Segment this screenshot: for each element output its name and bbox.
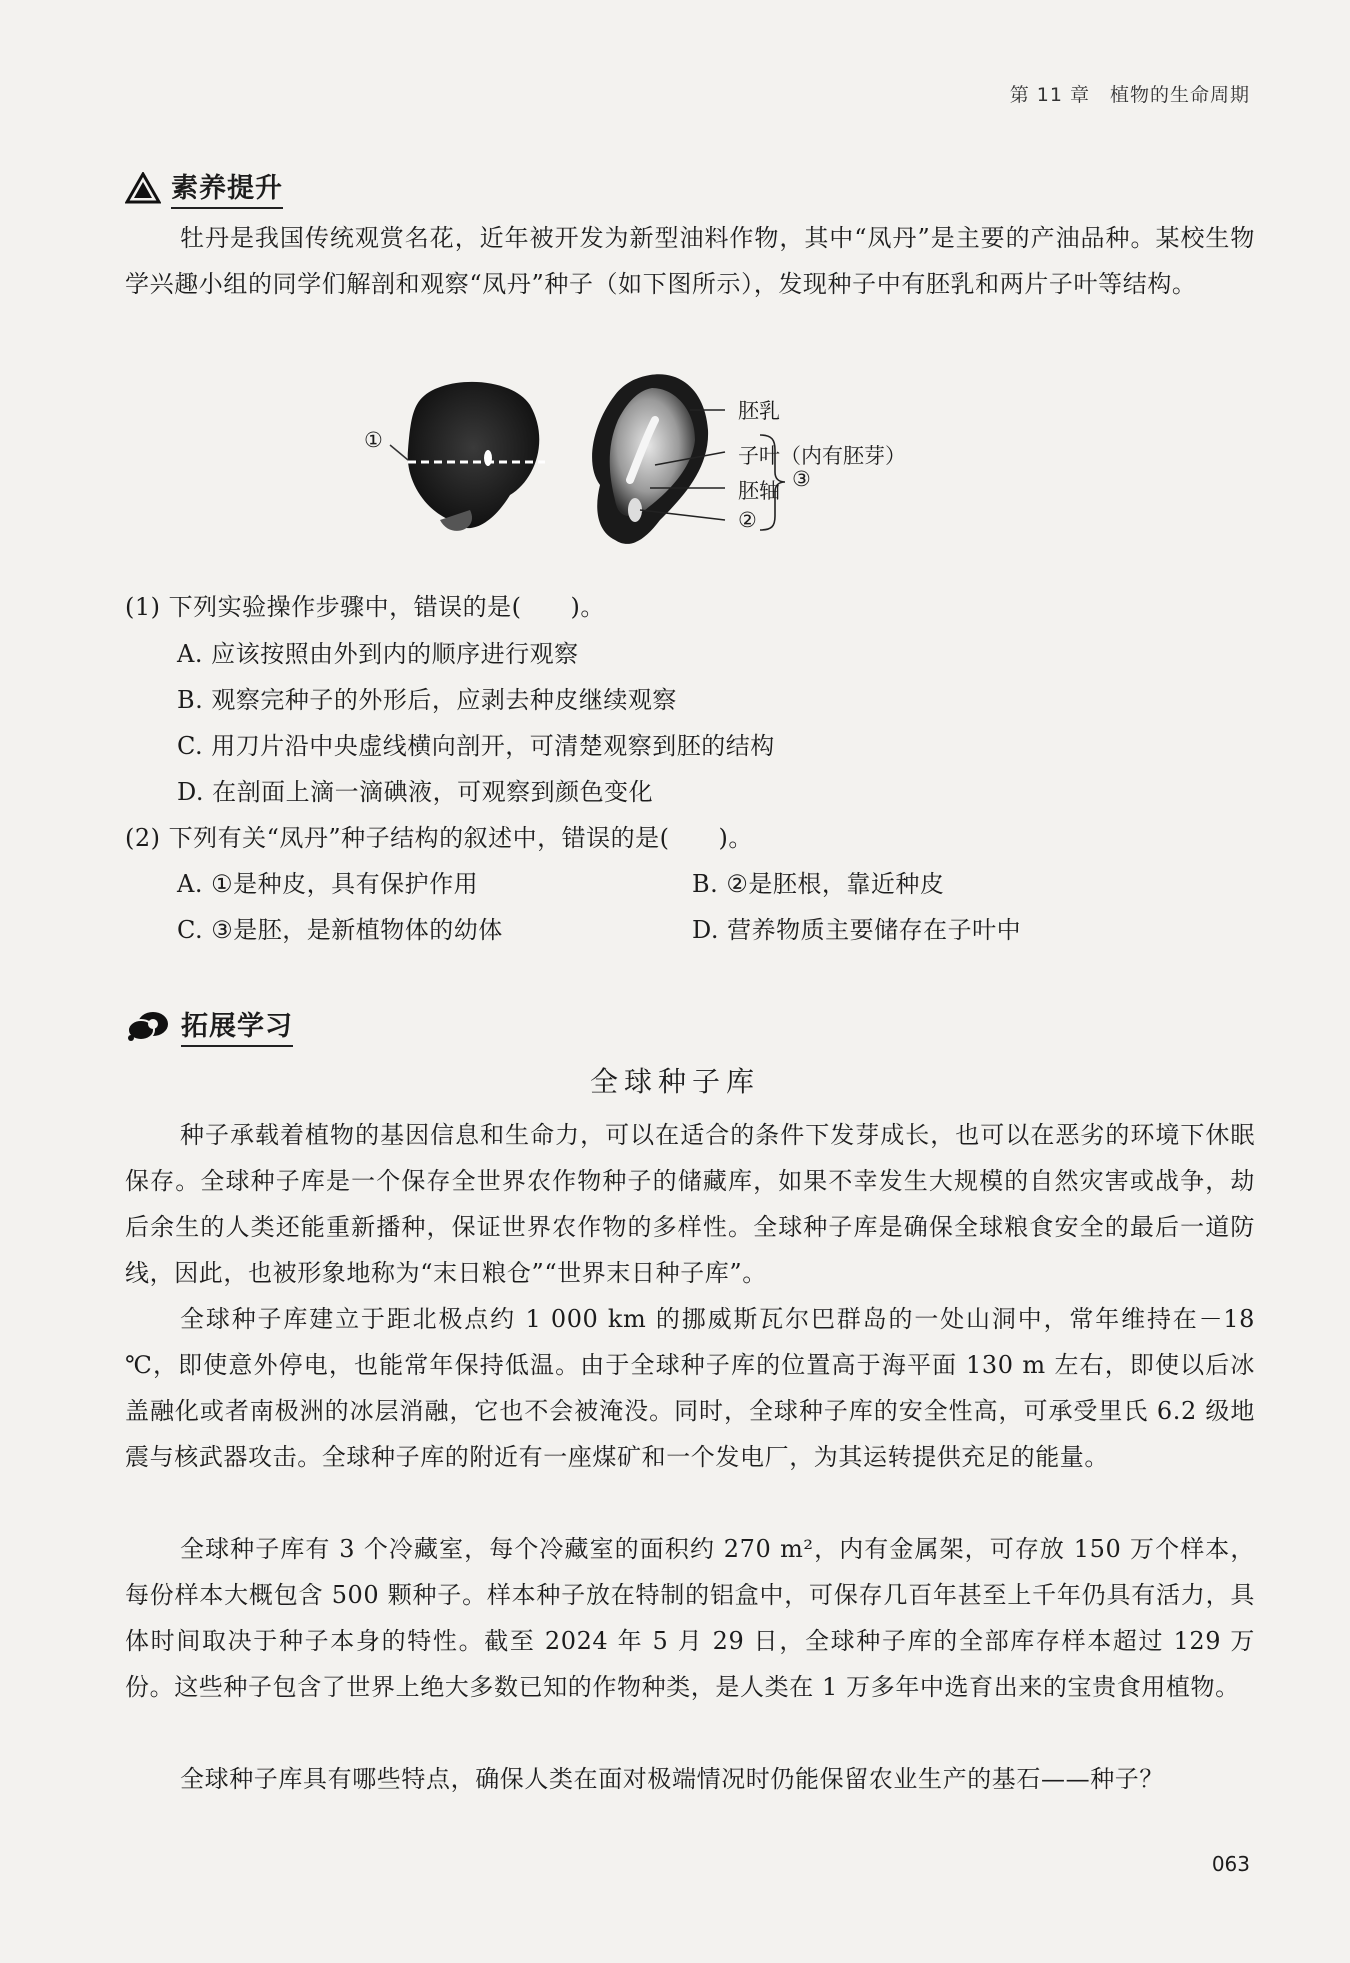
page-number: 063: [1211, 1852, 1250, 1876]
q2-option-d: D. 营养物质主要储存在子叶中: [692, 916, 1022, 944]
label-hypocotyl: 胚轴: [738, 479, 780, 503]
q1-option-a: A. 应该按照由外到内的顺序进行观察: [177, 640, 579, 668]
article-paragraph-3: 全球种子库有 3 个冷藏室，每个冷藏室的面积约 270 m²，内有金属架，可存放 150 万个样本，每份样本大概包含 500 颗种子。样本种子放在特制的铝盒中，可保存几百年甚至上千年仍具有活力，具体时间取决于种子本身的特性。截至 2024 年 5 月 29 日，全球种子库的全部库存样本超过 129 万份。这些种子包含了世界上绝大多数已知的作物种类，是人类在 1 万多年中选育出来的宝贵食用植物。: [125, 1535, 1255, 1701]
question-2-stem: (2) 下列有关“凤丹”种子结构的叙述中，错误的是( )。: [125, 824, 753, 852]
label-cotyledon: 子叶（内有胚芽）: [738, 444, 906, 468]
section-heading-literacy: [125, 166, 283, 209]
question-1-stem: (1) 下列实验操作步骤中，错误的是( )。: [125, 593, 605, 621]
q2-option-a: A. ①是种皮，具有保护作用: [177, 870, 479, 898]
section-title: 素养提升: [171, 166, 283, 209]
warning-triangle-icon: [125, 172, 161, 204]
running-header: 第 11 章 植物的生命周期: [1009, 84, 1250, 106]
label-endosperm: 胚乳: [738, 399, 780, 423]
article-title: 全球种子库: [589, 1065, 760, 1098]
q2-option-b: B. ②是胚根，靠近种皮: [692, 870, 945, 898]
q1-option-c: C. 用刀片沿中央虚线横向剖开，可清楚观察到胚的结构: [177, 732, 775, 760]
article-paragraph-1: 种子承载着植物的基因信息和生命力，可以在适合的条件下发芽成长，也可以在恶劣的环境下休眠保存。全球种子库是一个保存全世界农作物种子的储藏库，如果不幸发生大规模的自然灾害或战争，劫后余生的人类还能重新播种，保证世界农作物的多样性。全球种子库是确保全球粮食安全的最后一道防线，因此，也被形象地称为“末日粮仓”“世界末日种子库”。: [125, 1121, 1255, 1287]
seed-figure: [360, 370, 1020, 570]
intro-paragraph: 牡丹是我国传统观赏名花，近年被开发为新型油料作物，其中“凤丹”是主要的产油品种。某校生物学兴趣小组的同学们解剖和观察“凤丹”种子（如下图所示），发现种子中有胚乳和两片子叶等结构。: [125, 224, 1255, 298]
label-circle-3: ③: [792, 467, 811, 491]
label-circle-1: ①: [364, 428, 383, 452]
seed-diagram-graphic: [360, 370, 1020, 570]
article-paragraph-2: 全球种子库建立于距北极点约 1 000 km 的挪威斯瓦尔巴群岛的一处山洞中，常年维持在－18 ℃，即使意外停电，也能常年保持低温。由于全球种子库的位置高于海平面 130 m 左右，即使以后冰盖融化或者南极洲的冰层消融，它也不会被淹没。同时，全球种子库的安全性高，可承受里氏 6.2 级地震与核武器攻击。全球种子库的附近有一座煤矿和一个发电厂，为其运转提供充足的能量。: [125, 1305, 1255, 1471]
q1-option-b: B. 观察完种子的外形后，应剥去种皮继续观察: [177, 686, 677, 714]
q1-option-d: D. 在剖面上滴一滴碘液，可观察到颜色变化: [177, 778, 654, 806]
label-circle-2: ②: [738, 508, 757, 532]
speech-bubbles-icon: [125, 1010, 171, 1042]
article-paragraph-4: 全球种子库具有哪些特点，确保人类在面对极端情况时仍能保留农业生产的基石——种子？: [180, 1765, 1164, 1793]
q2-option-c: C. ③是胚，是新植物体的幼体: [177, 916, 503, 944]
section-title: 拓展学习: [181, 1004, 293, 1047]
section-heading-extension: [125, 1004, 293, 1047]
